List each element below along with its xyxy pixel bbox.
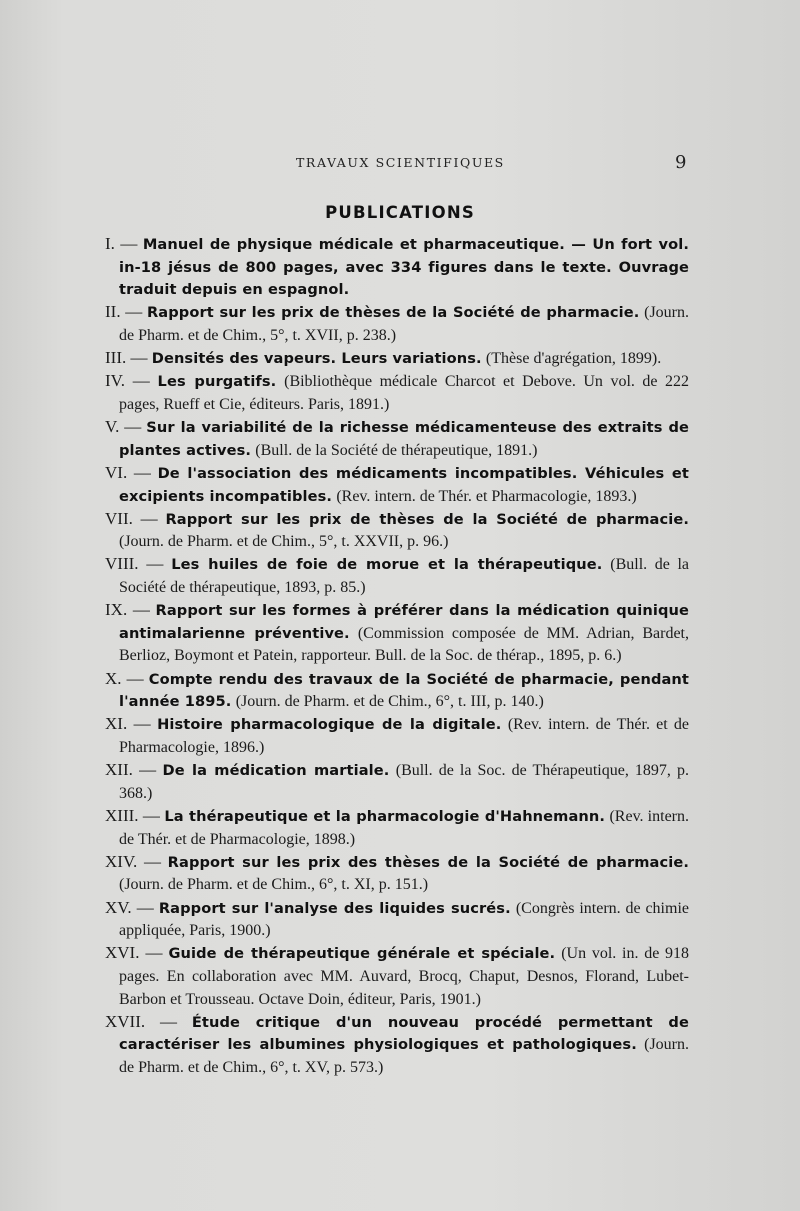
list-item: XVI. — Guide de thérapeutique générale et spéciale. (Un vol. in. de 918 pages. En collaboration avec MM. Auvard, Brocq, Chaput, Desnos, Florand, Lubet-Barbon et Trousseau. Octave Doin, éditeur, Paris, 1901.) xyxy=(105,943,690,1008)
running-title: TRAVAUX SCIENTIFIQUES xyxy=(296,155,505,170)
list-item: IX. — Rapport sur les formes à préférer dans la médication quinique antimalarienne préventive. (Commission composée de MM. Adrian, Bardet, Berlioz, Boymont et Patein, rapporteur. Bull. de la Soc. de thérap., 1895, p. 6.) xyxy=(105,600,690,665)
list-item: III. — Densités des vapeurs. Leurs variations. (Thèse d'agrégation, 1899). xyxy=(105,348,662,368)
list-item: VI. — De l'association des médicaments incompatibles. Véhicules et excipients incompatibles. (Rev. intern. de Thér. et Pharmacologie, 1893.) xyxy=(105,462,689,505)
list-item: VIII. — Les huiles de foie de morue et la thérapeutique. (Bull. de la Société de thérapeutique, 1893, p. 85.) xyxy=(105,554,690,597)
list-item: XI. — Histoire pharmacologique de la digitale. (Rev. intern. de Thér. et de Pharmacologie, 1896.) xyxy=(105,714,689,756)
list-item: X. — Compte rendu des travaux de la Société de pharmacie, pendant l'année 1895. (Journ. de Pharm. et de Chim., 6°, t. III, p. 140.) xyxy=(105,668,690,711)
section-title: PUBLICATIONS xyxy=(325,203,475,222)
page-number: 9 xyxy=(675,152,687,173)
list-item: V. — Sur la variabilité de la richesse médicamenteuse des extraits de plantes actives. (Bull. de la Société de thérapeutique, 1891.) xyxy=(105,417,689,459)
list-item: VII. — Rapport sur les prix de thèses de la Société de pharmacie. (Journ. de Pharm. et de Chim., 5°, t. XXVII, p. 96.) xyxy=(105,508,689,551)
list-item: XIII. — La thérapeutique et la pharmacologie d'Hahnemann. (Rev. intern. de Thér. et de Pharmacologie, 1898.) xyxy=(105,805,690,848)
running-head xyxy=(0,152,800,176)
list-item: IV. — Les purgatifs. (Bibliothèque médicale Charcot et Debove. Un vol. de 222 pages, Rueff et Cie, éditeurs. Paris, 1891.) xyxy=(105,371,690,413)
list-item: XV. — Rapport sur l'analyse des liquides sucrés. (Congrès intern. de chimie appliquée, Paris, 1900.) xyxy=(105,897,689,940)
list-item: XVII. — Étude critique d'un nouveau procédé permettant de caractériser les albumines physiologiques et pathologiques. (Journ. de Pharm. et de Chim., 6°, t. XV, p. 573.) xyxy=(105,1011,689,1076)
list-item: XIV. — Rapport sur les prix des thèses de la Société de pharmacie. (Journ. de Pharm. et de Chim., 6°, t. XI, p. 151.) xyxy=(105,851,689,894)
list-item: I. — Manuel de physique médicale et pharmaceutique. — Un fort vol. in-18 jésus de 800 pages, avec 334 figures dans le texte. Ouvrage traduit depuis en espagnol. xyxy=(105,234,689,299)
publication-list xyxy=(105,233,689,1079)
list-item: II. — Rapport sur les prix de thèses de la Société de pharmacie. (Journ. de Pharm. et de Chim., 5°, t. XVII, p. 238.) xyxy=(105,302,689,344)
list-item: XII. — De la médication martiale. (Bull. de la Soc. de Thérapeutique, 1897, p. 368.) xyxy=(105,760,689,802)
